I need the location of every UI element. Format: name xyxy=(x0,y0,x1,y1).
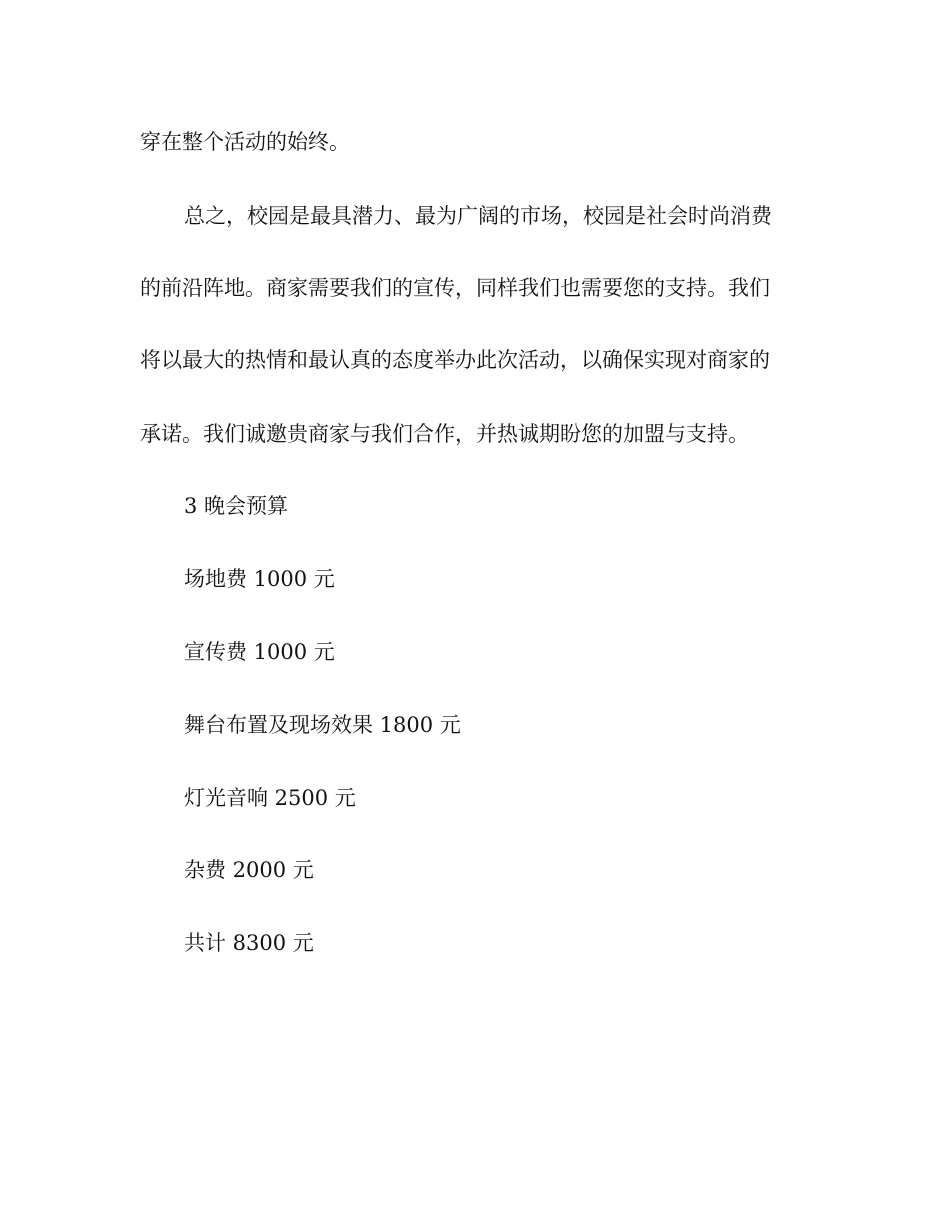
budget-heading: 3 晚会预算 xyxy=(184,494,289,518)
paragraph-line: 的前沿阵地。商家需要我们的宣传，同样我们也需要您的支持。我们 xyxy=(140,276,770,300)
paragraph-line: 穿在整个活动的始终。 xyxy=(140,130,350,154)
paragraph-line: 总之，校园是最具潜力、最为广阔的市场，校园是社会时尚消费 xyxy=(184,204,772,228)
budget-item: 杂费 2000 元 xyxy=(184,858,314,882)
budget-item: 舞台布置及现场效果 1800 元 xyxy=(184,713,461,737)
budget-item: 场地费 1000 元 xyxy=(184,567,335,591)
paragraph-line: 将以最大的热情和最认真的态度举办此次活动，以确保实现对商家的 xyxy=(140,348,770,372)
budget-item: 灯光音响 2500 元 xyxy=(184,786,356,810)
budget-item: 宣传费 1000 元 xyxy=(184,640,335,664)
paragraph-line: 承诺。我们诚邀贵商家与我们合作，并热诚期盼您的加盟与支持。 xyxy=(140,422,749,446)
budget-total: 共计 8300 元 xyxy=(184,931,314,955)
